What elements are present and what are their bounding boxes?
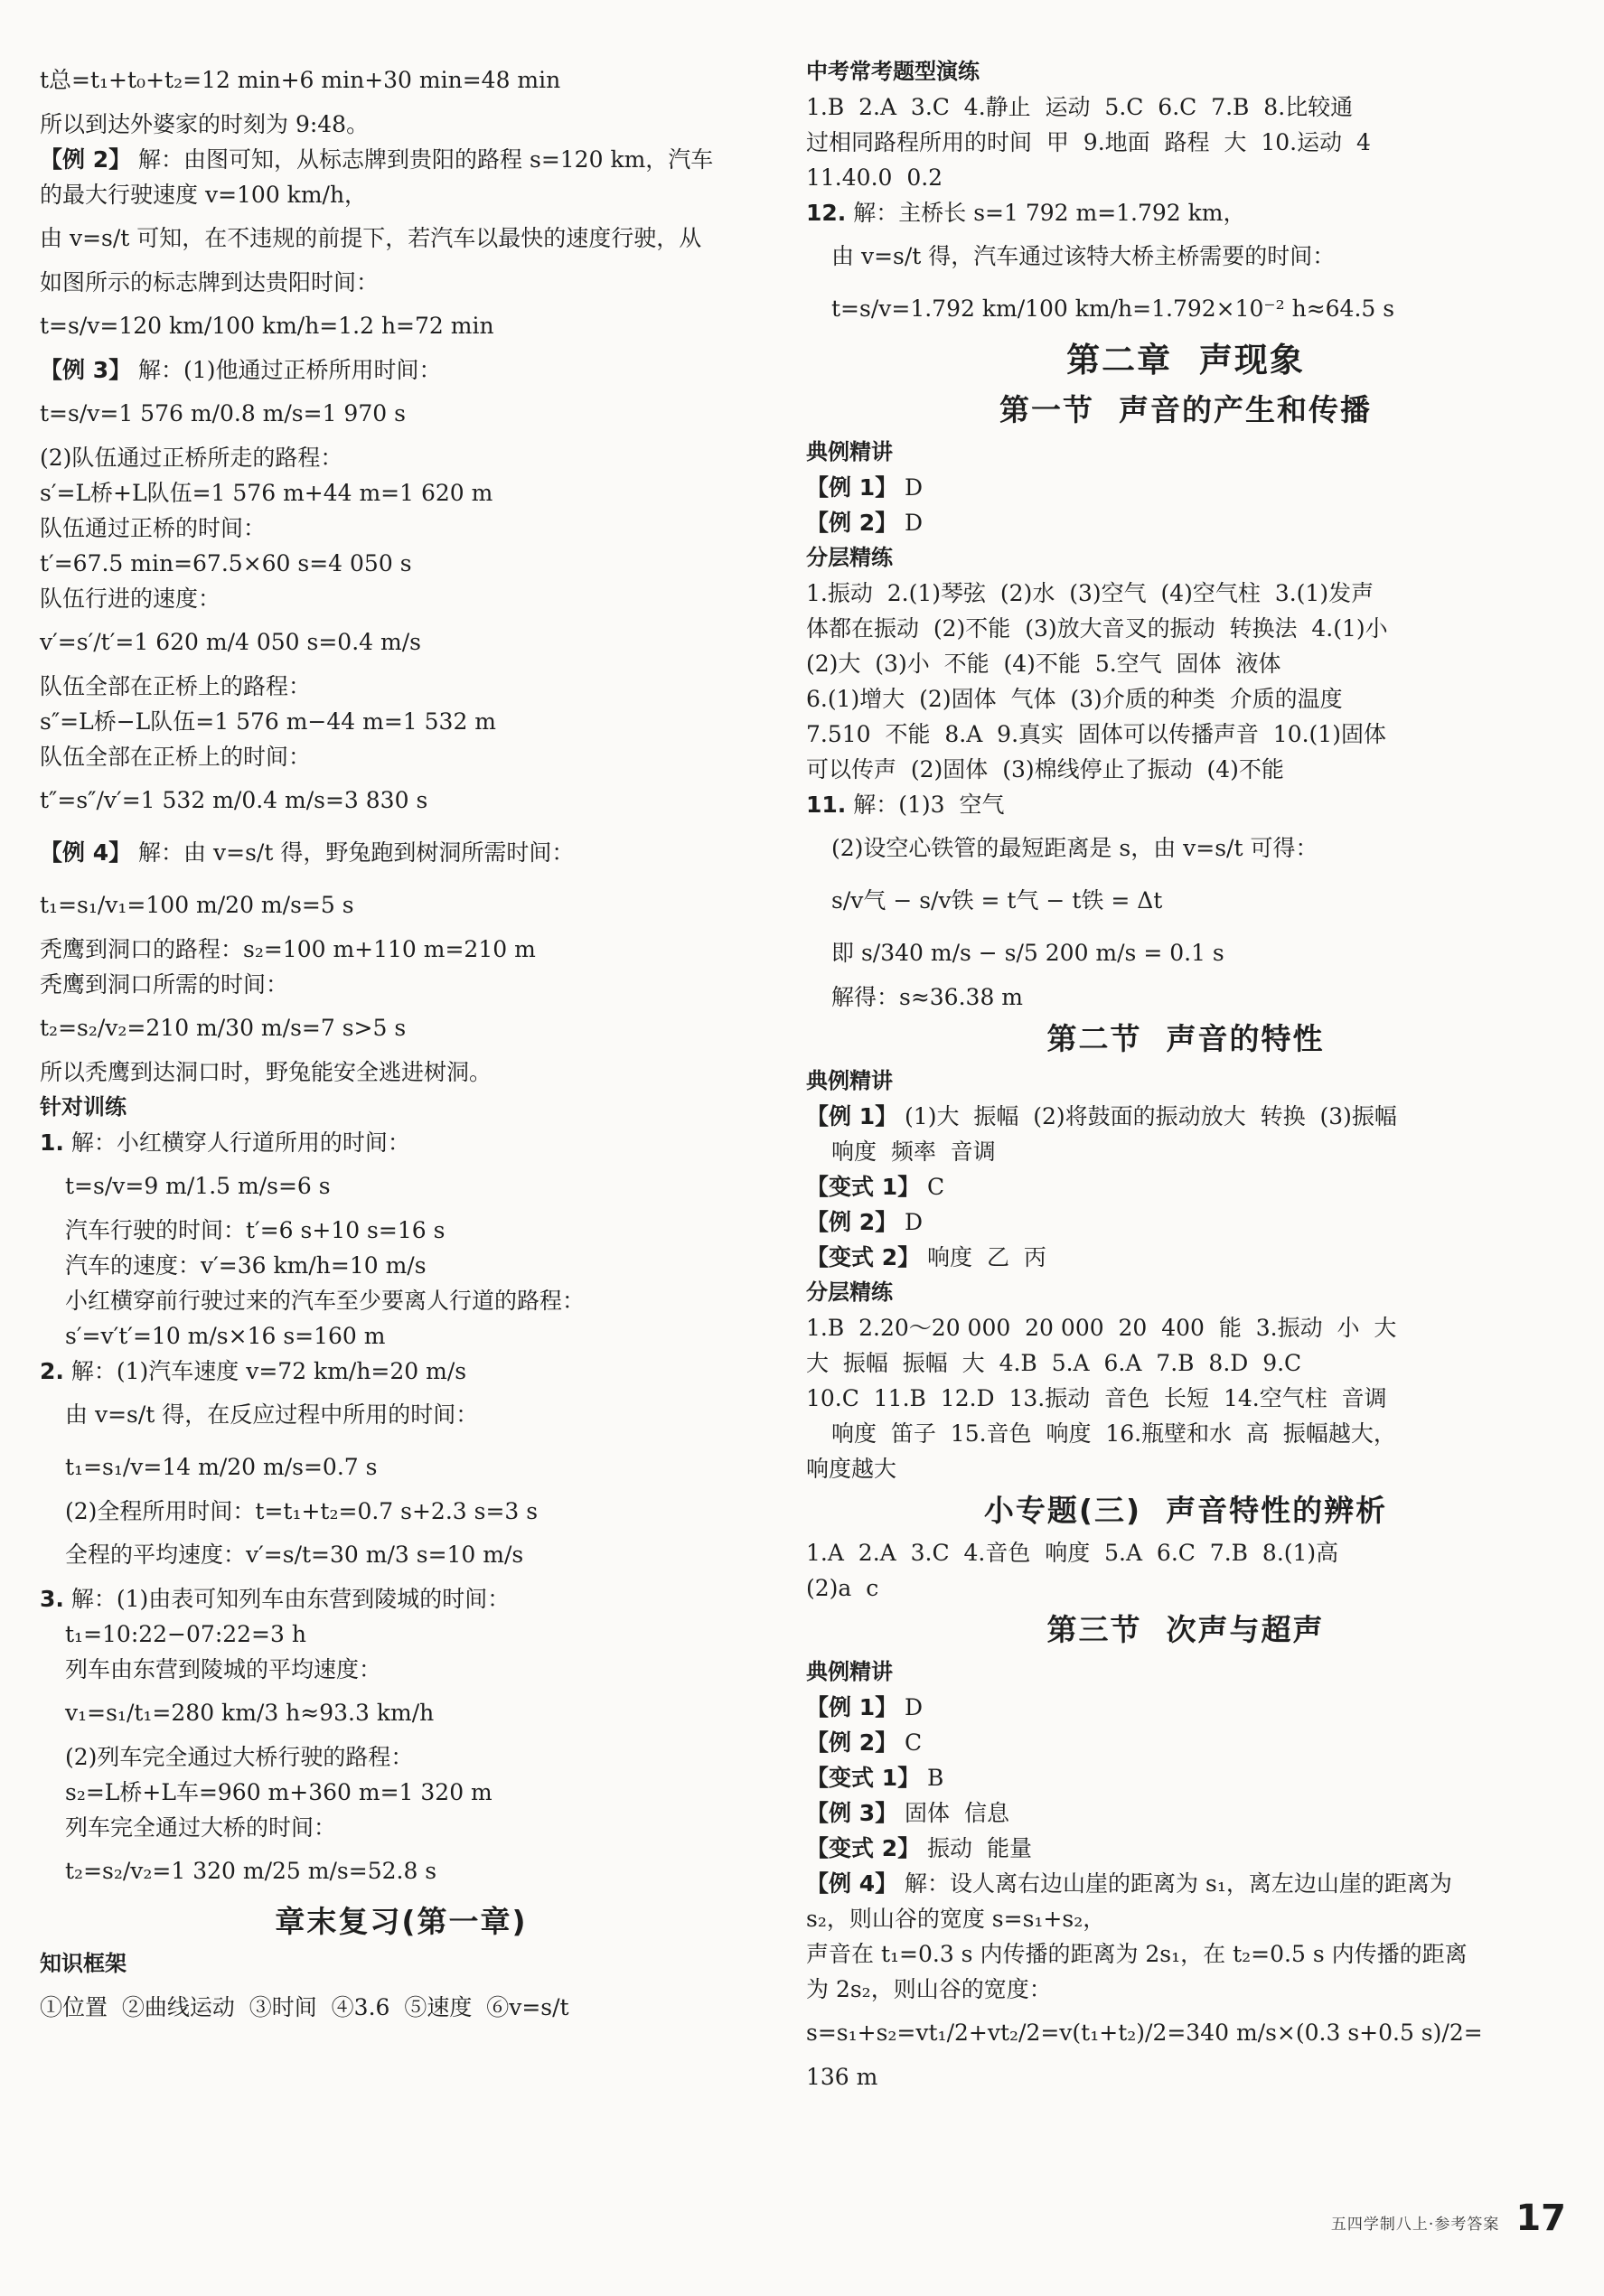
line-text: (2)列车完全通过大桥行驶的路程：: [65, 1744, 414, 1770]
line-text: 解：(1)3 空气: [846, 792, 1005, 818]
line-text: 解：主桥长 s=1 792 m=1.792 km，: [846, 200, 1246, 226]
line-text: t=s/v=120 km/100 km/h=1.2 h=72 min: [40, 313, 494, 339]
text-line: [40, 265, 763, 300]
text-line: [40, 1090, 763, 1125]
item-label: 【例 3】: [40, 357, 132, 383]
text-line: [806, 1570, 1565, 1606]
line-text: 分层精练: [806, 1279, 893, 1305]
line-text: 6.(1)增大 (2)固体 气体 (3)介质的种类 介质的温度: [806, 686, 1343, 712]
line-text: 汽车行驶的时间：t′=6 s+10 s=16 s: [65, 1217, 446, 1243]
text-line: [806, 1725, 1565, 1760]
item-label: 【变式 2】: [806, 1835, 921, 1861]
item-label: 1.: [40, 1129, 64, 1156]
text-line: [40, 1213, 763, 1248]
text-line: [806, 1240, 1565, 1275]
text-line: [806, 1901, 1565, 1936]
line-text: (2)队伍通过正桥所走的路程：: [40, 445, 343, 471]
text-line: [40, 1318, 763, 1354]
text-line: [40, 1898, 763, 1946]
text-line: [40, 1441, 763, 1494]
line-text: 小红横穿前行驶过来的汽车至少要离人行道的路程：: [65, 1288, 586, 1314]
text-line: [40, 352, 763, 388]
line-text: s₂，则山谷的宽度 s=s₁+s₂，: [806, 1906, 1106, 1932]
line-text: 全程的平均速度：v′=s/t=30 m/3 s=10 m/s: [65, 1542, 524, 1568]
line-text: t′=67.5 min=67.5×60 s=4 050 s: [40, 550, 412, 576]
line-text: 典例精讲: [806, 439, 893, 464]
text-line: [40, 739, 763, 774]
line-text: D: [897, 1694, 924, 1720]
line-text: t=s/v=1 576 m/0.8 m/s=1 970 s: [40, 400, 406, 426]
item-label: 【例 2】: [806, 1729, 898, 1756]
text-line: [806, 1654, 1565, 1690]
line-text: 体都在振动 (2)不能 (3)放大音叉的振动 转换法 4.(1)小: [806, 615, 1388, 642]
text-line: [806, 1866, 1565, 1901]
line-text: C: [920, 1174, 945, 1200]
text-line: [40, 177, 763, 212]
text-line: [40, 1283, 763, 1318]
line-text: t″=s″/v′=1 532 m/0.4 m/s=3 830 s: [40, 787, 428, 813]
line-text: 如图所示的标志牌到达贵阳时间：: [40, 269, 380, 295]
text-line: [40, 142, 763, 177]
item-label: 12.: [806, 200, 847, 226]
text-line: [806, 505, 1565, 540]
text-line: [40, 1002, 763, 1054]
line-text: 章末复习(第一章): [275, 1904, 528, 1939]
item-label: 【变式 2】: [806, 1244, 921, 1270]
text-line: [806, 1345, 1565, 1381]
line-text: s=s₁+s₂=vt₁/2+vt₂/2=v(t₁+t₂)/2=340 m/s×(0.3 s+0.5 s)/2=: [806, 2020, 1483, 2046]
line-text: s′=L桥+L队伍=1 576 m+44 m=1 620 m: [40, 480, 493, 506]
item-label: 【例 1】: [806, 474, 898, 501]
item-label: 3.: [40, 1586, 64, 1612]
text-line: [806, 435, 1565, 470]
text-line: [806, 1690, 1565, 1725]
line-text: 知识框架: [40, 1951, 127, 1976]
text-line: [806, 1275, 1565, 1310]
text-line: [40, 669, 763, 704]
line-text: 固体 信息: [897, 1800, 1009, 1826]
text-line: [806, 1760, 1565, 1795]
text-line: [806, 283, 1565, 335]
footer-label: 五四学制八上·参考答案: [1330, 2216, 1500, 2234]
page-number: 17: [1515, 2198, 1566, 2239]
line-text: (2)a c: [806, 1575, 879, 1601]
line-text: 第一节 声音的产生和传播: [999, 392, 1372, 427]
line-text: s″=L桥−L队伍=1 576 m−44 m=1 532 m: [40, 708, 497, 735]
text-line: [40, 388, 763, 440]
line-text: t₂=s₂/v₂=210 m/30 m/s=7 s>5 s: [40, 1015, 407, 1041]
line-text: 响度 笛子 15.音色 响度 16.瓶壁和水 高 振幅越大，: [831, 1420, 1396, 1447]
line-text: 即 s/340 m/s − s/5 200 m/s = 0.1 s: [831, 940, 1224, 966]
text-line: [806, 646, 1565, 681]
line-text: 中考常考题型演练: [806, 59, 980, 84]
text-line: [806, 1535, 1565, 1570]
item-label: 2.: [40, 1358, 64, 1384]
line-text: 振动 能量: [920, 1835, 1032, 1861]
line-text: 典例精讲: [806, 1068, 893, 1093]
text-line: [40, 511, 763, 546]
right-column: [806, 54, 1565, 2095]
line-text: t₁=s₁/v=14 m/20 m/s=0.7 s: [65, 1454, 378, 1480]
line-text: 声音在 t₁=0.3 s 内传播的距离为 2s₁，在 t₂=0.5 s 内传播的距离: [806, 1941, 1468, 1967]
text-line: [40, 475, 763, 511]
line-text: 10.C 11.B 12.D 13.振动 音色 长短 14.空气柱 音调: [806, 1385, 1387, 1411]
line-text: t₂=s₂/v₂=1 320 m/25 m/s=52.8 s: [65, 1858, 437, 1884]
line-text: 典例精讲: [806, 1659, 893, 1684]
line-text: 解：小红横穿人行道所用的时间：: [63, 1129, 410, 1156]
text-line: [806, 1486, 1565, 1535]
line-text: 响度 频率 音调: [831, 1139, 996, 1165]
text-line: [40, 1687, 763, 1739]
text-line: [806, 1310, 1565, 1345]
line-text: C: [897, 1729, 923, 1756]
line-text: 列车完全通过大桥的时间：: [65, 1814, 337, 1841]
text-line: [40, 107, 763, 142]
line-text: 可以传声 (2)固体 (3)棉线停止了振动 (4)不能: [806, 756, 1284, 783]
line-text: 1.B 2.A 3.C 4.静止 运动 5.C 6.C 7.B 8.比较通: [806, 94, 1354, 120]
text-line: [806, 1099, 1565, 1134]
line-text: t=s/v=9 m/1.5 m/s=6 s: [65, 1173, 331, 1199]
line-text: 11.40.0 0.2: [806, 164, 943, 191]
text-line: [40, 440, 763, 475]
line-text: 汽车的速度：v′=36 km/h=10 m/s: [65, 1252, 427, 1279]
text-line: [40, 932, 763, 967]
text-line: [806, 1381, 1565, 1416]
text-line: [806, 470, 1565, 505]
text-line: [40, 300, 763, 352]
line-text: 秃鹰到洞口的路程：s₂=100 m+110 m=210 m: [40, 936, 536, 962]
text-line: [40, 879, 763, 932]
text-line: [806, 1606, 1565, 1654]
text-line: [806, 1795, 1565, 1831]
text-line: [40, 1054, 763, 1090]
text-line: [40, 1946, 763, 1982]
text-line: [806, 230, 1565, 283]
text-line: [806, 1831, 1565, 1866]
line-text: 第二章 声现象: [1066, 341, 1305, 380]
item-label: 【例 2】: [806, 1209, 898, 1235]
line-text: (2)全程所用时间：t=t₁+t₂=0.7 s+2.3 s=3 s: [65, 1498, 539, 1524]
line-text: s₂=L桥+L车=960 m+360 m=1 320 m: [65, 1779, 492, 1805]
line-text: 队伍全部在正桥上的路程：: [40, 673, 312, 699]
text-line: [40, 1845, 763, 1898]
text-line: [806, 875, 1565, 927]
item-label: 【例 4】: [806, 1870, 898, 1897]
left-column: [40, 54, 763, 2034]
text-line: [40, 1982, 763, 2034]
text-line: [40, 546, 763, 581]
text-line: [806, 2059, 1565, 2095]
line-text: 由 v=s/t 得，汽车通过该特大桥主桥需要的时间：: [831, 243, 1336, 269]
line-text: 分层精练: [806, 545, 893, 570]
line-text: 大 振幅 振幅 大 4.B 5.A 6.A 7.B 8.D 9.C: [806, 1350, 1302, 1376]
line-text: 队伍通过正桥的时间：: [40, 515, 267, 541]
text-line: [806, 1064, 1565, 1099]
text-line: [806, 1972, 1565, 2007]
text-line: [40, 581, 763, 616]
item-label: 【例 2】: [806, 510, 898, 536]
line-text: 解：由 v=s/t 得，野兔跑到树洞所需时间：: [131, 839, 575, 866]
text-line: [806, 1416, 1565, 1451]
text-line: [806, 927, 1565, 979]
line-text: 队伍全部在正桥上的时间：: [40, 744, 312, 770]
line-text: 秃鹰到洞口所需的时间：: [40, 971, 289, 998]
line-text: 解：(1)由表可知列车由东营到陵城的时间：: [63, 1586, 511, 1612]
line-text: (2)大 (3)小 不能 (4)不能 5.空气 固体 液体: [806, 651, 1281, 677]
text-line: [40, 1652, 763, 1687]
item-label: 【例 4】: [40, 839, 132, 866]
line-text: 针对训练: [40, 1094, 127, 1120]
line-text: 1.B 2.20～20 000 20 000 20 400 能 3.振动 小 大: [806, 1315, 1397, 1341]
text-line: [806, 611, 1565, 646]
text-line: [806, 54, 1565, 89]
line-text: 解：设人离右边山崖的距离为 s₁，离左边山崖的距离为: [897, 1870, 1452, 1897]
item-label: 【变式 1】: [806, 1174, 921, 1200]
line-text: 所以秃鹰到达洞口时，野兔能安全逃进树洞。: [40, 1059, 492, 1085]
text-line: [806, 1015, 1565, 1064]
text-line: [40, 967, 763, 1002]
line-text: 1.振动 2.(1)琴弦 (2)水 (3)空气 (4)空气柱 3.(1)发声: [806, 580, 1374, 606]
text-line: [40, 1248, 763, 1283]
text-line: [40, 1354, 763, 1389]
item-label: 11.: [806, 792, 847, 818]
line-text: ①位置 ②曲线运动 ③时间 ④3.6 ⑤速度 ⑥v=s/t: [40, 1994, 569, 2020]
line-text: t₁=10:22−07:22=3 h: [65, 1621, 306, 1647]
text-line: [806, 979, 1565, 1015]
text-line: [806, 1936, 1565, 1972]
text-line: [806, 195, 1565, 230]
text-line: [806, 335, 1565, 386]
text-line: [806, 160, 1565, 195]
text-line: [40, 1529, 763, 1581]
line-text: 第二节 声音的特性: [1046, 1021, 1325, 1056]
item-label: 【例 1】: [806, 1694, 898, 1720]
line-text: 的最大行驶速度 v=100 km/h，: [40, 182, 368, 208]
line-text: t₁=s₁/v₁=100 m/20 m/s=5 s: [40, 892, 354, 918]
text-line: [40, 1739, 763, 1775]
text-line: [40, 1494, 763, 1529]
text-line: [806, 576, 1565, 611]
text-line: [40, 1389, 763, 1441]
text-line: [40, 704, 763, 739]
text-line: [40, 1775, 763, 1810]
line-text: 小专题(三) 声音特性的辨析: [983, 1493, 1388, 1528]
line-text: t=s/v=1.792 km/100 km/h=1.792×10⁻² h≈64.5 s: [831, 295, 1395, 322]
line-text: 136 m: [806, 2064, 878, 2090]
text-line: [806, 1204, 1565, 1240]
line-text: 由 v=s/t 可知，在不违规的前提下，若汽车以最快的速度行驶，从: [40, 225, 702, 251]
text-line: [806, 125, 1565, 160]
text-line: [40, 827, 763, 879]
item-label: 【例 1】: [806, 1103, 898, 1129]
line-text: 解得：s≈36.38 m: [831, 984, 1023, 1010]
line-text: s′=v′t′=10 m/s×16 s=160 m: [65, 1323, 386, 1349]
text-line: [806, 681, 1565, 717]
line-text: 为 2s₂，则山谷的宽度：: [806, 1976, 1052, 2002]
text-line: [40, 1810, 763, 1845]
text-line: [40, 54, 763, 107]
text-line: [40, 1125, 763, 1160]
text-line: [806, 1451, 1565, 1486]
text-line: [806, 787, 1565, 822]
text-line: [806, 1134, 1565, 1169]
line-text: (1)大 振幅 (2)将鼓面的振动放大 转换 (3)振幅: [897, 1103, 1397, 1129]
line-text: B: [920, 1765, 944, 1791]
text-line: [40, 1617, 763, 1652]
text-line: [40, 774, 763, 827]
line-text: 所以到达外婆家的时刻为 9:48。: [40, 111, 370, 137]
line-text: D: [897, 1209, 924, 1235]
text-line: [806, 89, 1565, 125]
line-text: 第三节 次声与超声: [1046, 1612, 1325, 1647]
item-label: 【变式 1】: [806, 1765, 921, 1791]
text-line: [806, 822, 1565, 875]
line-text: t总=t₁+t₀+t₂=12 min+6 min+30 min=48 min: [40, 67, 561, 93]
line-text: s/v气 − s/v铁 = t气 − t铁 = Δt: [831, 887, 1163, 914]
page-footer: [1331, 2198, 1566, 2239]
text-line: [40, 616, 763, 669]
item-label: 【例 3】: [806, 1800, 898, 1826]
line-text: 解：由图可知，从标志牌到贵阳的路程 s=120 km，汽车: [131, 146, 714, 173]
item-label: 【例 2】: [40, 146, 132, 173]
line-text: 响度越大: [806, 1456, 897, 1482]
line-text: v₁=s₁/t₁=280 km/3 h≈93.3 km/h: [65, 1700, 435, 1726]
line-text: 过相同路程所用的时间 甲 9.地面 路程 大 10.运动 4: [806, 129, 1371, 155]
line-text: 解：(1)他通过正桥所用时间：: [131, 357, 442, 383]
text-line: [806, 2007, 1565, 2059]
text-line: [806, 386, 1565, 435]
line-text: 7.510 不能 8.A 9.真实 固体可以传播声音 10.(1)固体: [806, 721, 1386, 747]
line-text: 由 v=s/t 得，在反应过程中所用的时间：: [65, 1401, 479, 1428]
line-text: 列车由东营到陵城的平均速度：: [65, 1656, 382, 1682]
text-line: [40, 1160, 763, 1213]
text-line: [806, 752, 1565, 787]
line-text: 1.A 2.A 3.C 4.音色 响度 5.A 6.C 7.B 8.(1)高: [806, 1540, 1339, 1566]
text-line: [806, 717, 1565, 752]
line-text: D: [897, 510, 924, 536]
line-text: 响度 乙 丙: [920, 1244, 1046, 1270]
line-text: (2)设空心铁管的最短距离是 s，由 v=s/t 可得：: [831, 835, 1318, 861]
text-line: [806, 540, 1565, 576]
text-line: [40, 1581, 763, 1617]
text-line: [806, 1169, 1565, 1204]
line-text: D: [897, 474, 924, 501]
text-line: [40, 212, 763, 265]
line-text: 队伍行进的速度：: [40, 586, 221, 612]
line-text: v′=s′/t′=1 620 m/4 050 s=0.4 m/s: [40, 629, 421, 655]
line-text: 解：(1)汽车速度 v=72 km/h=20 m/s: [63, 1358, 467, 1384]
